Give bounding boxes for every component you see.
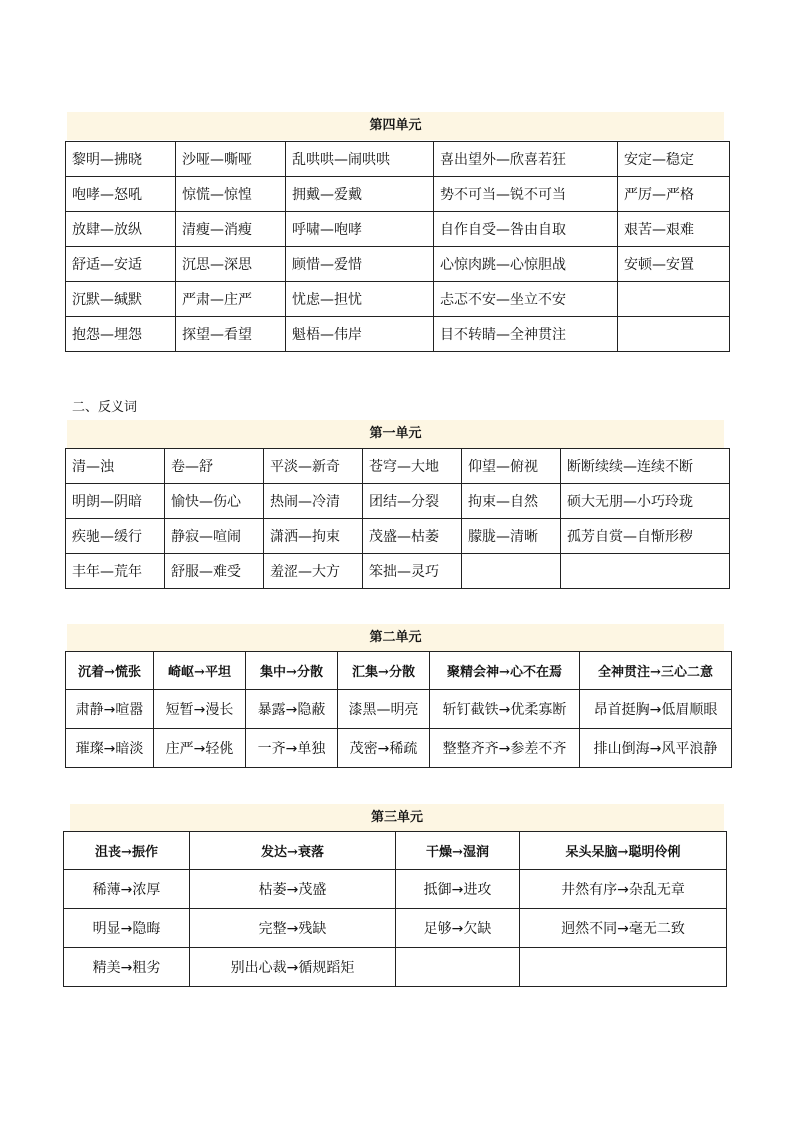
table-cell: 断断续续—连续不断 (561, 449, 730, 484)
table-cell: 足够→欠缺 (396, 909, 520, 948)
table-cell: 放肆—放纵 (66, 212, 176, 247)
table-cell: 心惊肉跳—心惊胆战 (434, 247, 618, 282)
table-row (64, 870, 727, 909)
table-cell (618, 317, 730, 352)
table-cell (462, 554, 561, 589)
table-cell: 静寂—喧闹 (165, 519, 264, 554)
table-row (66, 177, 730, 212)
table-row (66, 484, 730, 519)
table-cell: 枯萎→茂盛 (190, 870, 396, 909)
table-cell: 惊慌—惊惶 (176, 177, 286, 212)
table-cell: 漆黑—明亮 (338, 690, 430, 729)
header-cell: 沮丧→振作 (64, 832, 190, 870)
table-cell: 忧虑—担忧 (286, 282, 434, 317)
table-row (66, 317, 730, 352)
table-cell: 璀璨→暗淡 (66, 729, 154, 768)
unit4-title: 第四单元 (369, 118, 422, 133)
unit3-title: 第三单元 (370, 810, 423, 825)
header-cell: 崎岖→平坦 (154, 652, 246, 690)
table-cell: 仰望—俯视 (462, 449, 561, 484)
table-cell: 魁梧—伟岸 (286, 317, 434, 352)
table-row (66, 212, 730, 247)
unit4-title-banner (67, 112, 724, 140)
header-cell: 全神贯注→三心二意 (580, 652, 732, 690)
table-cell: 精美→粗劣 (64, 948, 190, 987)
table-cell: 抵御→进攻 (396, 870, 520, 909)
table-cell: 笨拙—灵巧 (363, 554, 462, 589)
table-cell: 井然有序→杂乱无章 (520, 870, 727, 909)
table-cell: 目不转睛—全神贯注 (434, 317, 618, 352)
table-cell: 舒适—安适 (66, 247, 176, 282)
table-row (66, 729, 732, 768)
table-cell: 忐忑不安—坐立不安 (434, 282, 618, 317)
table-cell: 稀薄→浓厚 (64, 870, 190, 909)
unit1-title: 第一单元 (369, 426, 422, 441)
table-cell: 探望—看望 (176, 317, 286, 352)
unit3-table (63, 831, 727, 987)
table-cell: 暴露→隐蔽 (246, 690, 338, 729)
table-cell: 昂首挺胸→低眉顺眼 (580, 690, 732, 729)
unit2-title: 第二单元 (369, 630, 422, 645)
table-row (64, 909, 727, 948)
table-header-row (66, 652, 732, 690)
table-row (66, 690, 732, 729)
table-cell: 卷—舒 (165, 449, 264, 484)
table-cell: 茂盛—枯萎 (363, 519, 462, 554)
table-cell: 整整齐齐→参差不齐 (430, 729, 580, 768)
table-cell: 沉默—缄默 (66, 282, 176, 317)
table-cell: 苍穹—大地 (363, 449, 462, 484)
table-cell (520, 948, 727, 987)
table-cell: 沉思—深思 (176, 247, 286, 282)
antonyms-section-label: 二、反义词 (72, 400, 138, 415)
table-cell: 明朗—阴暗 (66, 484, 165, 519)
table-cell: 排山倒海→风平浪静 (580, 729, 732, 768)
table-cell: 拥戴—爱戴 (286, 177, 434, 212)
table-cell: 茂密→稀疏 (338, 729, 430, 768)
table-cell: 安顿—安置 (618, 247, 730, 282)
table-cell: 羞涩—大方 (264, 554, 363, 589)
table-row (64, 948, 727, 987)
unit1-title-banner (67, 420, 724, 448)
table-cell: 热闹—冷清 (264, 484, 363, 519)
table-row (66, 282, 730, 317)
table-cell: 完整→残缺 (190, 909, 396, 948)
table-cell: 硕大无朋—小巧玲珑 (561, 484, 730, 519)
table-cell: 清瘦—消瘦 (176, 212, 286, 247)
header-cell: 呆头呆脑→聪明伶俐 (520, 832, 727, 870)
table-cell: 朦胧—清晰 (462, 519, 561, 554)
table-cell: 团结—分裂 (363, 484, 462, 519)
unit3-title-banner (70, 804, 724, 832)
table-cell: 短暂→漫长 (154, 690, 246, 729)
table-cell: 愉快—伤心 (165, 484, 264, 519)
table-cell: 势不可当—锐不可当 (434, 177, 618, 212)
unit2-title-banner (67, 624, 724, 652)
table-cell: 清—浊 (66, 449, 165, 484)
table-cell: 庄严→轻佻 (154, 729, 246, 768)
table-cell: 肃静→喧嚣 (66, 690, 154, 729)
header-cell: 聚精会神→心不在焉 (430, 652, 580, 690)
header-cell: 汇集→分散 (338, 652, 430, 690)
table-cell: 平淡—新奇 (264, 449, 363, 484)
table-cell: 明显→隐晦 (64, 909, 190, 948)
header-cell: 发达→衰落 (190, 832, 396, 870)
unit4-table (65, 141, 730, 352)
table-cell: 疾驰—缓行 (66, 519, 165, 554)
table-cell: 舒服—难受 (165, 554, 264, 589)
table-cell (396, 948, 520, 987)
table-cell: 自作自受—咎由自取 (434, 212, 618, 247)
table-cell: 顾惜—爱惜 (286, 247, 434, 282)
table-cell: 黎明—拂晓 (66, 142, 176, 177)
unit1-table (65, 448, 730, 589)
table-cell: 潇洒—拘束 (264, 519, 363, 554)
table-cell: 乱哄哄—闹哄哄 (286, 142, 434, 177)
table-cell: 呼啸—咆哮 (286, 212, 434, 247)
table-cell: 别出心裁→循规蹈矩 (190, 948, 396, 987)
table-cell: 迥然不同→毫无二致 (520, 909, 727, 948)
table-cell: 喜出望外—欣喜若狂 (434, 142, 618, 177)
table-cell: 拘束—自然 (462, 484, 561, 519)
table-cell: 孤芳自赏—自惭形秽 (561, 519, 730, 554)
table-cell (561, 554, 730, 589)
table-cell (618, 282, 730, 317)
table-row (66, 554, 730, 589)
table-cell: 一齐→单独 (246, 729, 338, 768)
table-cell: 丰年—荒年 (66, 554, 165, 589)
table-cell: 安定—稳定 (618, 142, 730, 177)
unit2-table (65, 651, 732, 768)
table-cell: 咆哮—怒吼 (66, 177, 176, 212)
table-row (66, 519, 730, 554)
table-cell: 严肃—庄严 (176, 282, 286, 317)
header-cell: 干燥→湿润 (396, 832, 520, 870)
table-cell: 艰苦—艰难 (618, 212, 730, 247)
table-cell: 斩钉截铁→优柔寡断 (430, 690, 580, 729)
table-row (66, 449, 730, 484)
table-row (66, 247, 730, 282)
table-cell: 严厉—严格 (618, 177, 730, 212)
header-cell: 集中→分散 (246, 652, 338, 690)
table-header-row (64, 832, 727, 870)
table-cell: 抱怨—埋怨 (66, 317, 176, 352)
header-cell: 沉着→慌张 (66, 652, 154, 690)
table-cell: 沙哑—嘶哑 (176, 142, 286, 177)
table-row (66, 142, 730, 177)
